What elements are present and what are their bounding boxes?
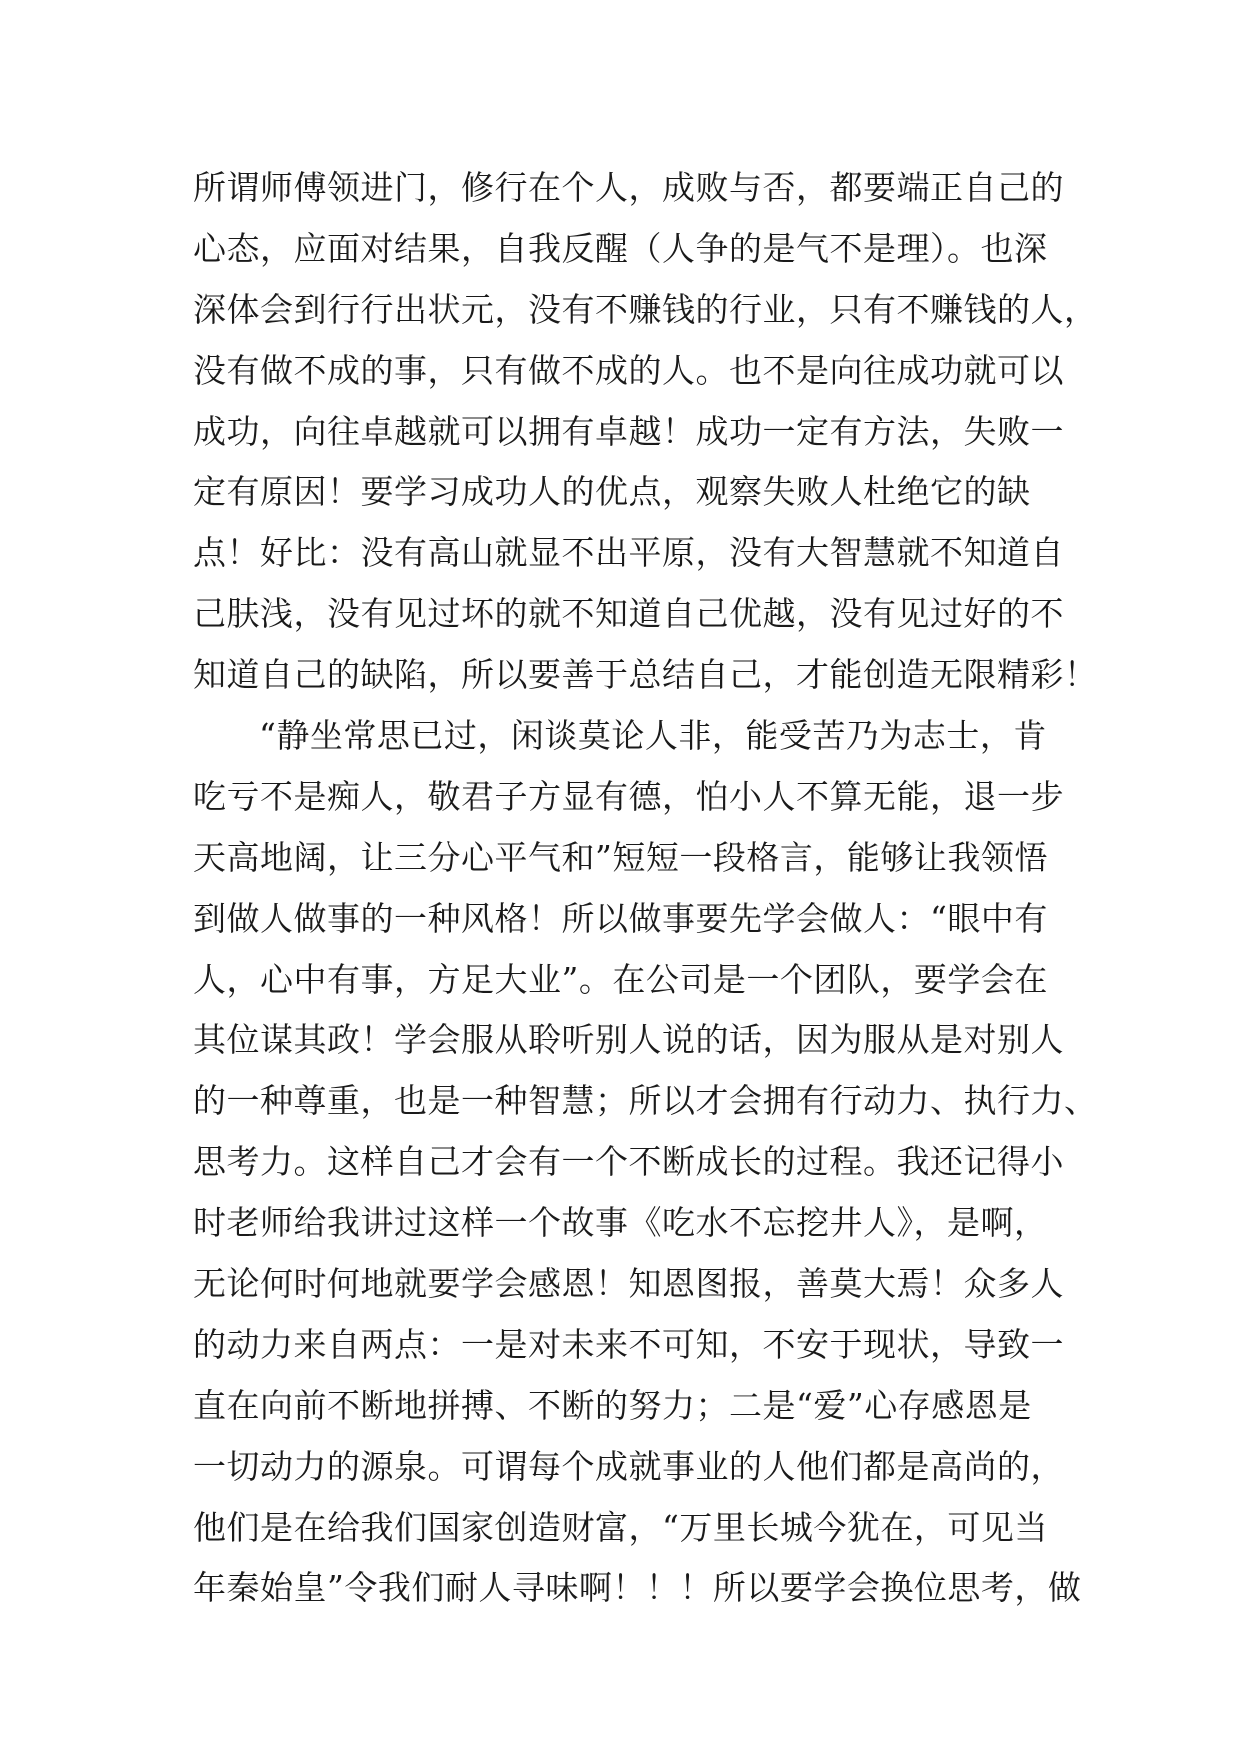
text-line: 定有原因！要学习成功人的优点，观察失败人杜绝它的缺	[193, 472, 1031, 512]
text-line: 直在向前不断地拼搏、不断的努力；二是“爱”心存感恩是	[193, 1385, 1032, 1425]
text-line: 成功，向往卓越就可以拥有卓越！成功一定有方法，失败一	[193, 411, 1064, 451]
text-line: 己肤浅，没有见过坏的就不知道自己优越，没有见过好的不	[193, 594, 1064, 634]
text-line: 天高地阔，让三分心平气和”短短一段格言，能够让我领悟	[193, 837, 1048, 877]
text-line: 无论何时何地就要学会感恩！知恩图报，善莫大焉！众多人	[193, 1264, 1064, 1304]
text-line: 年秦始皇”令我们耐人寻味啊！！！所以要学会换位思考，做	[193, 1568, 1082, 1608]
paragraph-start-line: “静坐常思已过，闲谈莫论人非，能受苦乃为志士，肯	[259, 716, 1047, 756]
text-line: 的动力来自两点：一是对未来不可知，不安于现状，导致一	[193, 1324, 1064, 1364]
text-line: 一切动力的源泉。可谓每个成就事业的人他们都是高尚的，	[193, 1446, 1064, 1486]
text-line: 其位谋其政！学会服从聆听别人说的话，因为服从是对别人	[193, 1020, 1064, 1060]
text-line: 没有做不成的事，只有做不成的人。也不是向往成功就可以	[193, 350, 1064, 390]
text-line: 知道自己的缺陷，所以要善于总结自己，才能创造无限精彩！	[193, 655, 1098, 695]
text-line: 心态，应面对结果，自我反醒（人争的是气不是理）。也深	[193, 228, 1048, 268]
text-line: 所谓师傅领进门，修行在个人，成败与否，都要端正自己的	[193, 168, 1064, 207]
text-line: 到做人做事的一种风格！所以做事要先学会做人：“眼中有	[193, 898, 1048, 938]
text-line: 深体会到行行出状元，没有不赚钱的行业，只有不赚钱的人，	[193, 289, 1098, 329]
text-line: 点！好比：没有高山就显不出平原，没有大智慧就不知道自	[193, 533, 1064, 573]
text-line: 的一种尊重，也是一种智慧；所以才会拥有行动力、执行力、	[193, 1081, 1098, 1121]
text-line: 他们是在给我们国家创造财富，“万里长城今犹在，可见当	[193, 1507, 1048, 1547]
text-line: 时老师给我讲过这样一个故事《吃水不忘挖井人》，是啊，	[193, 1203, 1048, 1243]
text-line: 人，心中有事，方足大业”。在公司是一个团队，要学会在	[193, 959, 1048, 999]
text-line: 思考力。这样自己才会有一个不断成长的过程。我还记得小	[193, 1142, 1064, 1182]
body-text	[193, 158, 1098, 1619]
text-line: 吃亏不是痴人，敬君子方显有德，怕小人不算无能，退一步	[193, 776, 1064, 816]
